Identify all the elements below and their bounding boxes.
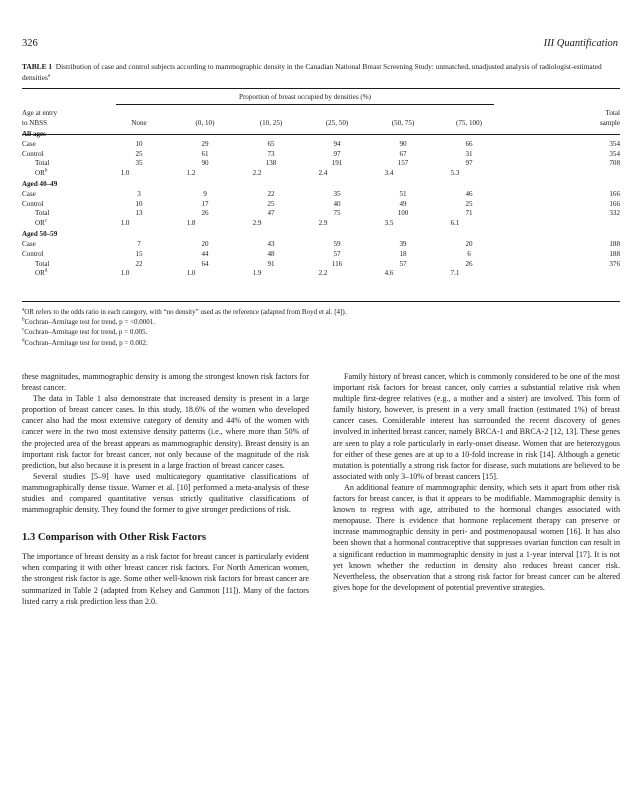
cell: 25 [267, 199, 275, 208]
cell-total: 354 [609, 140, 620, 149]
table-row [22, 209, 620, 219]
or-cell: 1.9 [252, 269, 262, 278]
or-cell: 3.4 [384, 168, 394, 177]
header-row-2 [22, 119, 620, 129]
group-title: All ages [22, 130, 46, 139]
column-header: (10, 25) [259, 118, 283, 127]
or-cell: 2.9 [318, 218, 328, 227]
or-cell: 7.1 [450, 269, 460, 278]
paragraph: Family history of breast cancer, which is commonly considered to be one of the most important risk factors for breast cancer, only carries a substantial relative risk when multiple first-degree relatives (e.g., a mother and a sister) are involved. This form of family history, however, is present in a very small fraction (estimated 1%) of breast cancer cases. Considerable interest has surrounded the recent discovery of genes involved in inherited breast cancer, namely BRCA-1 and BRCA-2 [12, 13]. These genes are seen to play a role particularly in early-onset disease. Women that are heterozygous for either of these genes are at up to a 10-fold increase in risk [14]. Although a genetic mutation is potentially a strong risk factor for disease, such mutations are believed to be associated with only 3–10% of breast cancers [15]. [333, 372, 620, 481]
cell-total: 708 [609, 159, 620, 168]
cell: 40 [333, 199, 341, 208]
footnote: $^d$Cochran–Armitage test for trend, p = 0.002. [22, 338, 148, 347]
table-label: TABLE 1 [22, 62, 53, 71]
group-title: Aged 50–59 [22, 230, 58, 239]
row-label: Total [35, 159, 50, 168]
or-row [22, 269, 620, 279]
or-cell: 1.0 [186, 269, 196, 278]
cell-total: 188 [609, 240, 620, 249]
or-cell: 2.9 [252, 218, 262, 227]
column-spanner: Proportion of breast occupied by densities (%) [239, 93, 371, 101]
or-cell: 3.5 [384, 218, 394, 227]
cell: 29 [201, 140, 209, 149]
column-header: (75, 100) [455, 118, 482, 127]
group-title-row [22, 128, 620, 140]
cell: 191 [331, 159, 343, 168]
or-cell: 2.2 [252, 168, 262, 177]
cell: 31 [465, 149, 473, 158]
row-header: Age at entry [22, 109, 58, 117]
total-header: sample [599, 118, 620, 127]
cell: 47 [267, 209, 275, 218]
cell: 90 [399, 140, 407, 149]
paragraph: Several studies [5–9] have used multicategory quantitative classifications of mammographically dense tissue. Warner et al. [10] performed a meta-analysis of these studies and compared quantitative versus strictly qualitative classifications of mammographic density. They found the former to give stronger predictions of risk. [22, 471, 309, 515]
cell: 7 [137, 240, 141, 249]
column-header: (50, 75) [391, 118, 415, 127]
or-label: OR [35, 218, 45, 227]
cell: 67 [399, 149, 407, 158]
table-row [22, 200, 620, 210]
cell: 57 [333, 250, 341, 259]
table-row [22, 260, 620, 270]
row-label: Control [22, 250, 44, 259]
group-title: Aged 40–49 [22, 180, 58, 189]
left-column [22, 371, 309, 607]
column-header: (0, 10) [195, 118, 215, 127]
table-row [22, 240, 620, 250]
footnote: $^c$Cochran–Armitage test for trend, p = 0.005. [22, 328, 148, 337]
cell: 35 [333, 190, 341, 199]
section-heading: 1.3 Comparison with Other Risk Factors [22, 532, 207, 544]
table-footnotes [22, 307, 620, 348]
footnote-mark: c [44, 218, 48, 224]
paragraph: these magnitudes, mammographic density is among the strongest known risk factors for breast cancer. [22, 372, 309, 393]
table-row [22, 150, 620, 160]
cell: 97 [333, 149, 341, 158]
cell: 116 [331, 259, 343, 268]
cell: 20 [465, 240, 473, 249]
paragraph: An additional feature of mammographic density, which sets it apart from other risk factors for breast cancer, is that it appears to be modifiable. Mammographic density is known to regress with age, attributed to the hormonal changes associated with menopause. There is evidence that hormone replacement therapy can preserve or increase mammographic density in peri- and postmenopausal women [16]. It has also been shown that a hormonal contraceptive that suppresses ovarian function can result in a significant reduction in mammographic density in just a 1-year interval [17]. It is not yet known whether the reduction in density also reduces breast cancer risk. Nevertheless, the observation that a strong risk factor for breast cancer can be altered gives hope for the development of potential preventive strategies. [333, 482, 620, 592]
or-cell: 1.0 [120, 168, 130, 177]
table-row [22, 250, 620, 260]
or-cell: 2.2 [318, 269, 328, 278]
cell: 90 [201, 159, 209, 168]
cell: 61 [201, 149, 209, 158]
row-label: Case [22, 190, 36, 199]
cell-total: 376 [609, 259, 620, 268]
table-top-rule [22, 88, 620, 89]
footnote-mark: d [44, 268, 48, 274]
cell: 6 [467, 250, 471, 259]
row-label: Total [35, 209, 50, 218]
cell: 17 [201, 199, 209, 208]
footnote-mark: b [44, 168, 48, 174]
column-header: None [131, 118, 147, 127]
row-label: Total [35, 259, 50, 268]
section-title: III Quantification [543, 38, 618, 49]
density-table [22, 109, 620, 279]
or-cell: 2.4 [318, 168, 328, 177]
cell: 97 [465, 159, 473, 168]
group-title-row [22, 228, 620, 240]
cell: 15 [135, 250, 143, 259]
header-row-1 [22, 109, 620, 119]
row-label [22, 169, 106, 179]
cell: 44 [201, 250, 209, 259]
row-label [22, 269, 106, 279]
right-column [333, 371, 620, 593]
or-cell: 4.6 [384, 269, 394, 278]
cell: 71 [465, 209, 473, 218]
table-row [22, 140, 620, 150]
cell-total: 188 [609, 250, 620, 259]
row-header: to NBSS [22, 118, 48, 127]
table-row [22, 190, 620, 200]
cell-total: 166 [609, 199, 620, 208]
cell: 65 [267, 140, 275, 149]
cell: 20 [201, 240, 209, 249]
or-cell: 1.8 [186, 218, 196, 227]
or-row [22, 219, 620, 229]
cell: 59 [333, 240, 341, 249]
cell: 94 [333, 140, 341, 149]
or-row [22, 169, 620, 179]
running-header [22, 38, 618, 52]
row-label: Control [22, 199, 44, 208]
cell: 35 [135, 159, 143, 168]
footnote: $^a$OR refers to the odds ratio in each category, with “no density” used as the reference (adapted from Boyd et al. [4]). [22, 307, 347, 316]
caption-footnote-mark: a [47, 73, 51, 79]
cell: 22 [267, 190, 275, 199]
cell: 49 [399, 199, 407, 208]
table-caption [22, 62, 620, 84]
cell: 25 [135, 149, 143, 158]
cell: 9 [203, 190, 207, 199]
cell: 73 [267, 149, 275, 158]
cell-total: 166 [609, 190, 620, 199]
cell: 66 [465, 140, 473, 149]
or-label: OR [35, 269, 45, 278]
cell: 48 [267, 250, 275, 259]
row-label: Case [22, 240, 36, 249]
cell: 25 [465, 199, 473, 208]
cell: 10 [135, 140, 143, 149]
or-cell: 6.1 [450, 218, 460, 227]
footnote: $^b$Cochran–Armitage test for trend, p = <0.0001. [22, 317, 156, 327]
row-label: Case [22, 140, 36, 149]
cell: 3 [137, 190, 141, 199]
or-cell: 1.0 [120, 269, 130, 278]
total-header: Total [605, 109, 620, 117]
page-number: 326 [22, 38, 38, 49]
cell: 57 [399, 259, 407, 268]
cell: 157 [397, 159, 409, 168]
or-cell: 1.2 [186, 168, 196, 177]
cell: 51 [399, 190, 407, 199]
or-label: OR [35, 168, 45, 177]
paragraph: The importance of breast density as a risk factor for breast cancer is particularly evident when comparing it with other breast cancer risk factors. For North American women, the strongest risk factor is age. Some other well-known risk factors for breast cancer are summarized in Table 2 (adapted from Kelsey and Gammon [11]). Many of the factors listed carry a risk prediction less than 2.0. [22, 552, 309, 606]
table-bottom-rule [22, 301, 620, 302]
cell: 100 [397, 209, 409, 218]
paragraph: The data in Table 1 also demonstrate that increased density is present in a large proportion of breast cancer cases. In this study, 18.6% of the women who developed cancer also had the most extensive category of density and 44% of the women with cancer were in the two most extensive density patterns (i.e., where more than 50% of the projected area of the breast appears as mammographic density). Breast density is an important risk factor for breast cancer, not only because of the magnitude of the risk prediction, but also because it is present in a large fraction of breast cancer cases. [22, 394, 309, 470]
column-header: (25, 50) [325, 118, 349, 127]
cell: 64 [201, 259, 209, 268]
row-label: Control [22, 149, 44, 158]
cell: 43 [267, 240, 275, 249]
table-row [22, 159, 620, 169]
table-caption-text: Distribution of case and control subjects according to mammographic density in the Canadian National Breast Screening Study: unmatched, unadjusted analysis of radiologist-estimated densities [22, 62, 602, 82]
cell: 26 [465, 259, 473, 268]
cell: 46 [465, 190, 473, 199]
cell: 18 [399, 250, 407, 259]
cell: 75 [333, 209, 341, 218]
cell: 91 [267, 259, 275, 268]
cell: 13 [135, 209, 143, 218]
cell: 22 [135, 259, 143, 268]
cell-total: 332 [609, 209, 620, 218]
group-title-row [22, 178, 620, 190]
cell: 39 [399, 240, 407, 249]
spanner-rule [116, 104, 494, 105]
cell: 10 [135, 199, 143, 208]
cell: 26 [201, 209, 209, 218]
cell-total: 354 [609, 149, 620, 158]
or-cell: 5.3 [450, 168, 460, 177]
row-label [22, 219, 106, 229]
or-cell: 1.0 [120, 218, 130, 227]
cell: 138 [265, 159, 277, 168]
